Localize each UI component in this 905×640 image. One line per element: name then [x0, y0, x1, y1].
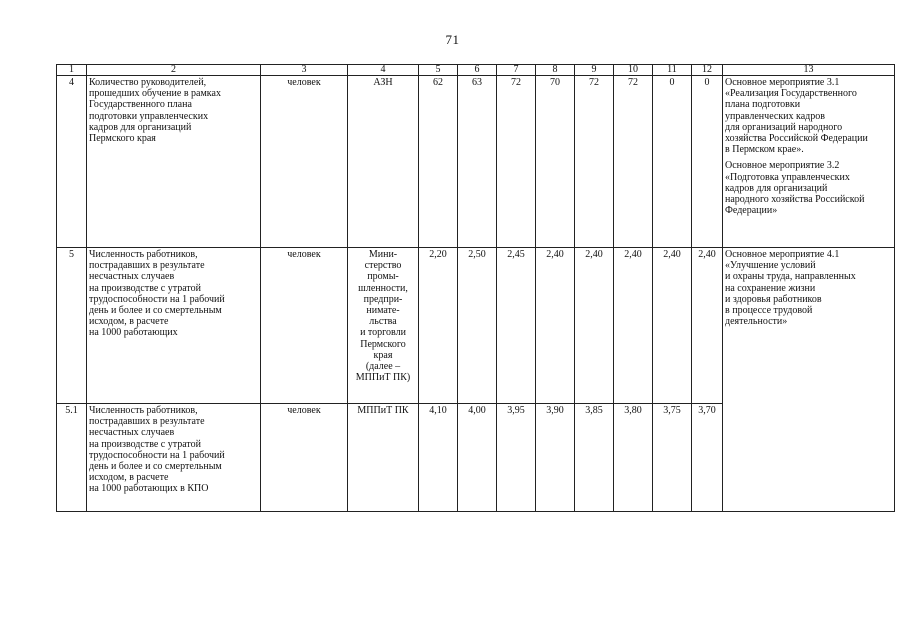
- value-cell: 2,40: [575, 248, 614, 404]
- value-cell: 4,00: [458, 404, 497, 512]
- column-number-cell: 9: [575, 65, 614, 76]
- value-cell: 63: [458, 76, 497, 248]
- value-cell: 4,10: [419, 404, 458, 512]
- column-number-cell: 7: [497, 65, 536, 76]
- responsible-cell: МППиТ ПК: [348, 404, 419, 512]
- value-cell: 0: [653, 76, 692, 248]
- column-number-cell: 3: [261, 65, 348, 76]
- column-numbers-row: [57, 65, 895, 76]
- value-cell: 72: [575, 76, 614, 248]
- column-number-cell: 1: [57, 65, 87, 76]
- measures-cell: [723, 248, 895, 512]
- value-cell: 2,40: [614, 248, 653, 404]
- value-cell: 2,40: [692, 248, 723, 404]
- table-row: [57, 248, 895, 404]
- responsible-cell: Мини- стерство промы- шленности, предпри- нимате- льства и торговли Пермского края (далее – МППиТ ПК): [348, 248, 419, 404]
- responsible-cell: АЗН: [348, 76, 419, 248]
- column-number-cell: 10: [614, 65, 653, 76]
- indicator-cell: Количество руководителей, прошедших обучение в рамках Государственного плана подготовки управленческих кадров для организаций Пермского края: [87, 76, 261, 248]
- column-number-cell: 6: [458, 65, 497, 76]
- indicators-table: [56, 64, 895, 512]
- value-cell: 72: [497, 76, 536, 248]
- value-cell: 3,80: [614, 404, 653, 512]
- column-number-cell: 8: [536, 65, 575, 76]
- page-number: 71: [445, 32, 460, 47]
- measures-cell: [723, 76, 895, 248]
- value-cell: 3,85: [575, 404, 614, 512]
- table-row: [57, 76, 895, 248]
- measure-text: Основное мероприятие 3.1 «Реализация Государственного плана подготовки управленческих кадров для организаций народного хозяйства Российской Федерации в Пермском крае».: [725, 77, 868, 156]
- measure-text: Основное мероприятие 3.2 «Подготовка управленческих кадров для организаций народного хозяйства Российской Федерации»: [725, 160, 865, 217]
- value-cell: 2,45: [497, 248, 536, 404]
- column-number-cell: 2: [87, 65, 261, 76]
- value-cell: 2,40: [536, 248, 575, 404]
- value-cell: 2,50: [458, 248, 497, 404]
- value-cell: 62: [419, 76, 458, 248]
- unit-cell: человек: [261, 248, 348, 404]
- column-number-cell: 5: [419, 65, 458, 76]
- value-cell: 70: [536, 76, 575, 248]
- measure-text: Основное мероприятие 4.1 «Улучшение условий и охраны труда, направленных на сохранение жизни и здоровья работников в процессе трудовой деятельности»: [725, 249, 856, 328]
- value-cell: 72: [614, 76, 653, 248]
- value-cell: 3,90: [536, 404, 575, 512]
- unit-cell: человек: [261, 404, 348, 512]
- value-cell: 3,75: [653, 404, 692, 512]
- indicator-cell: Численность работников, пострадавших в результате несчастных случаев на производстве с утратой трудоспособности на 1 рабочий день и более и со смертельным исходом, в расчете на 1000 работающих в КПО: [87, 404, 261, 512]
- column-number-cell: 4: [348, 65, 419, 76]
- row-number-cell: 5: [57, 248, 87, 404]
- row-number-cell: 5.1: [57, 404, 87, 512]
- indicator-cell: Численность работников, пострадавших в результате несчастных случаев на производстве с утратой трудоспособности на 1 рабочий день и более и со смертельным исходом, в расчете на 1000 работающих: [87, 248, 261, 404]
- value-cell: 2,40: [653, 248, 692, 404]
- row-number-cell: 4: [57, 76, 87, 248]
- column-number-cell: 12: [692, 65, 723, 76]
- value-cell: 0: [692, 76, 723, 248]
- value-cell: 3,95: [497, 404, 536, 512]
- value-cell: 3,70: [692, 404, 723, 512]
- value-cell: 2,20: [419, 248, 458, 404]
- unit-cell: человек: [261, 76, 348, 248]
- column-number-cell: 11: [653, 65, 692, 76]
- column-number-cell: 13: [723, 65, 895, 76]
